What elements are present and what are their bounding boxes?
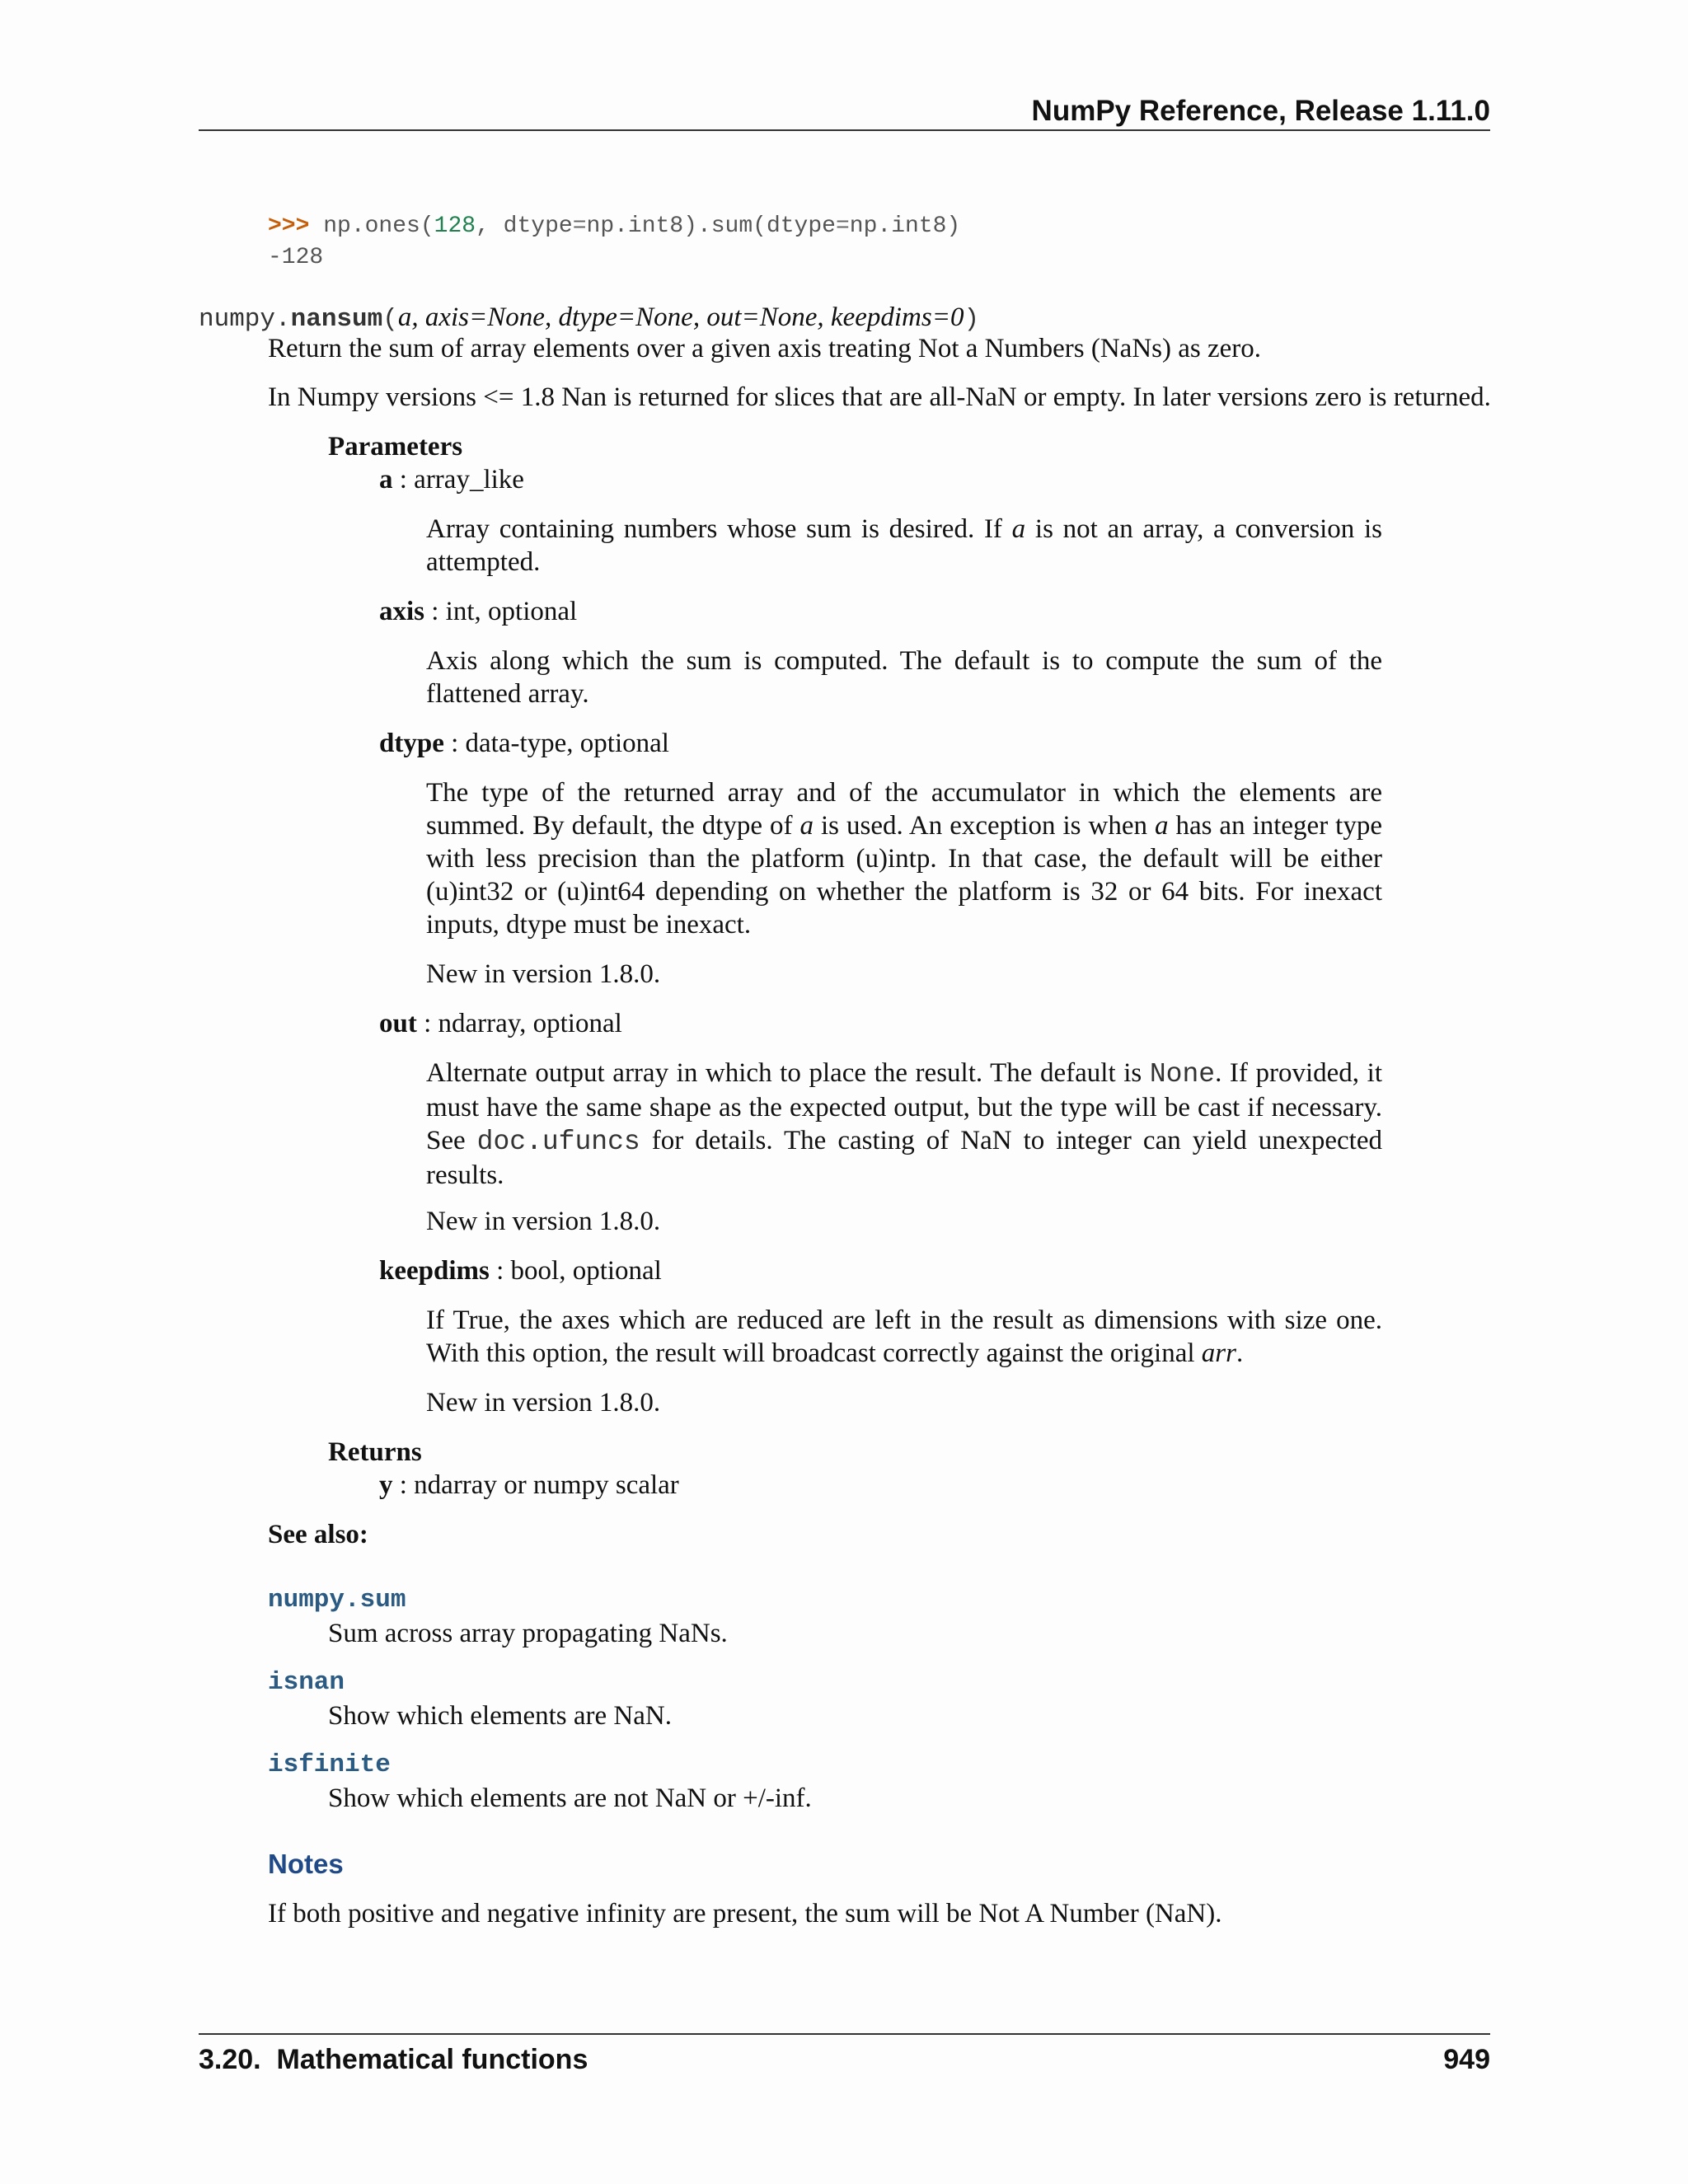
param-a-desc-1: Array containing numbers whose sum is desired. If [426,514,1012,544]
param-out-desc-1: Alternate output array in which to place the result. The default is [426,1058,1150,1088]
code-text-b: , dtype [476,213,573,239]
code-operator-2: = [835,213,850,239]
param-dtype-desc-2: is used. An exception is when [814,811,1155,841]
param-axis-type: : int, optional [424,597,578,626]
param-keepdims-type: : bool, optional [489,1256,662,1286]
param-keepdims-desc-2: . [1236,1338,1244,1368]
param-axis-description: Axis along which the sum is computed. The default is to compute the sum of the flattened array. [426,646,1382,709]
param-keepdims-version-note: New in version 1.8.0. [426,1388,661,1418]
param-axis-name: axis [379,597,425,626]
param-out-name: out [379,1009,417,1038]
see-also-heading: See also: [268,1520,368,1549]
signature-open-paren: ( [382,305,398,334]
footer-page-number: 949 [1443,2044,1490,2075]
param-out-desc-3: for details. The casting of NaN to integer can yield unexpected results. [426,1126,1382,1190]
footer-rule [199,2033,1490,2035]
param-a-desc-var: a [1011,514,1026,544]
param-dtype-description [426,776,1382,941]
param-dtype-desc-1: The type of the returned array and of the accumulator in which the elements are summed. By default, the dtype of [426,778,1382,841]
see-also-link-isnan[interactable]: isnan [268,1668,345,1697]
param-a-type: : array_like [392,465,524,494]
param-out-version-note: New in version 1.8.0. [426,1207,661,1236]
param-dtype-desc-var-1: a [799,811,814,841]
parameters-heading: Parameters [328,432,463,462]
see-also-link-numpy-sum[interactable]: numpy.sum [268,1586,406,1615]
code-operator-1: = [572,213,587,239]
code-text-a: np.ones( [309,213,434,239]
param-a-description [426,513,1382,579]
param-out-description [426,1057,1382,1192]
notes-text: If both positive and negative infinity are present, the sum will be Not A Number (NaN). [268,1899,1222,1929]
notes-heading: Notes [268,1849,344,1879]
param-dtype-header [379,727,669,760]
param-dtype-type: : data-type, optional [443,729,669,758]
param-keepdims-header [379,1254,662,1287]
param-out-desc-code-ufuncs: doc.ufuncs [476,1127,640,1157]
see-also-desc-isnan: Show which elements are NaN. [328,1701,672,1731]
param-out-desc-2: . If provided, it must have the same shape as the expected output, but the type will be cast if necessary. See [426,1058,1382,1155]
returns-heading: Returns [328,1437,422,1467]
param-keepdims-desc-var: arr [1201,1338,1236,1368]
code-prompt: >>> [268,213,310,239]
signature-parameters: a, axis=None, dtype=None, out=None, keepdims=0 [397,302,964,332]
see-also-desc-numpy-sum: Sum across array propagating NaNs. [328,1619,728,1648]
param-axis-header [379,595,577,628]
running-header-title: NumPy Reference, Release 1.11.0 [1031,95,1490,127]
signature-module: numpy. [199,305,291,334]
signature-close-paren: ) [964,305,980,334]
returns-type: : ndarray or numpy scalar [392,1470,679,1500]
code-text-d: np.int8) [849,213,961,239]
footer-section-title: 3.20. Mathematical functions [199,2044,588,2075]
code-number: 128 [434,213,476,239]
param-out-type: : ndarray, optional [416,1009,622,1038]
function-signature [199,301,979,336]
param-dtype-name: dtype [379,729,444,758]
returns-entry [379,1469,679,1502]
code-text-c: np.int8).sum(dtype [586,213,836,239]
see-also-link-isfinite[interactable]: isfinite [268,1750,391,1779]
param-a-header [379,463,524,496]
param-a-desc-2: is not an array, a conversion is attempted. [426,514,1382,577]
code-example [268,211,960,274]
param-keepdims-desc-1: If True, the axes which are reduced are left in the result as dimensions with size one. With this option, the result will broadcast correctly against the original [426,1305,1382,1368]
returns-name: y [379,1470,393,1500]
param-out-desc-code-none: None [1149,1059,1216,1090]
code-output: -128 [268,245,324,270]
param-keepdims-description [426,1304,1382,1370]
param-dtype-desc-3: has an integer type with less precision than the platform (u)intp. In that case, the default will be either (u)int32 or (u)int64 depending on whether the platform is 32 or 64 bits. For inexact inputs, dtype must be inexact. [426,811,1382,940]
summary-text: Return the sum of array elements over a given axis treating Not a Numbers (NaNs) as zero. [268,334,1262,363]
signature-function-name: nansum [290,305,383,334]
param-out-header [379,1007,622,1040]
param-dtype-version-note: New in version 1.8.0. [426,959,661,989]
see-also-desc-isfinite: Show which elements are not NaN or +/-inf. [328,1783,812,1813]
param-dtype-desc-var-2: a [1154,811,1169,841]
param-keepdims-name: keepdims [379,1256,490,1286]
header-rule [199,129,1490,131]
param-a-name: a [379,465,393,494]
extended-summary-text: In Numpy versions <= 1.8 Nan is returned for slices that are all-NaN or empty. In later versions zero is returned. [268,382,1491,412]
